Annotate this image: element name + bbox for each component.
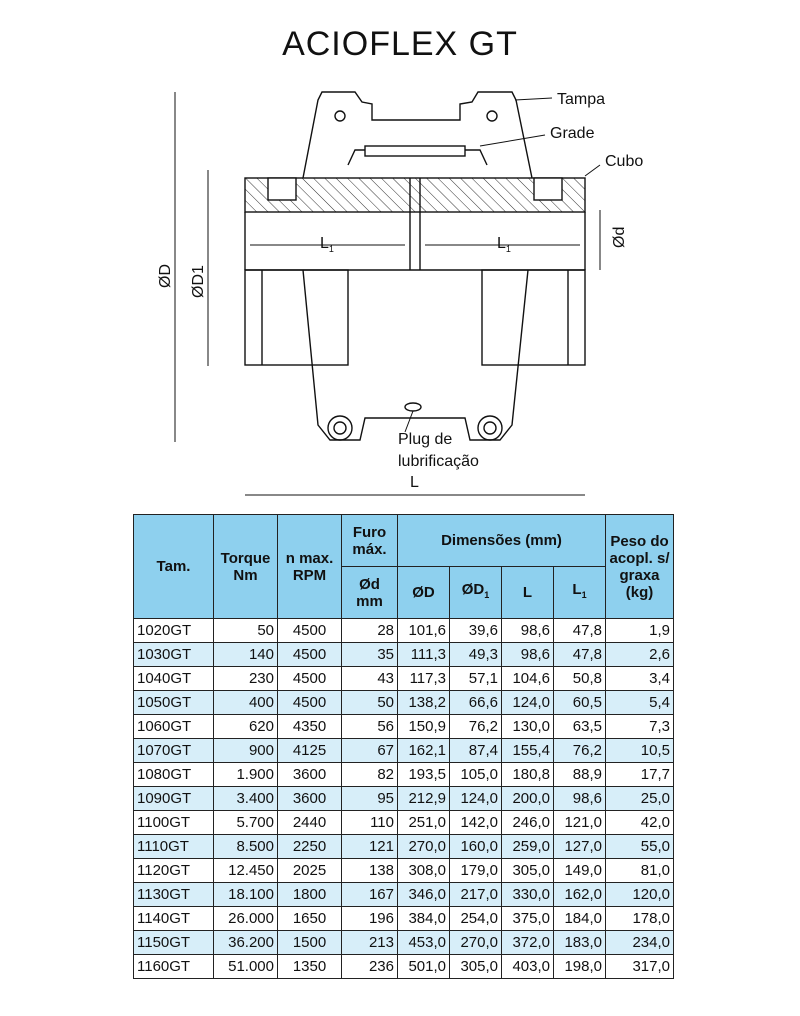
hub-left	[245, 270, 348, 365]
cell-L1: 47,8	[554, 643, 606, 667]
cell-L1: 183,0	[554, 931, 606, 955]
cell-furo: 121	[342, 835, 398, 859]
label-L1-left: $L_1$	[320, 235, 334, 254]
cell-torque: 8.500	[214, 835, 278, 859]
cell-torque: 5.700	[214, 811, 278, 835]
cell-L: 305,0	[502, 859, 554, 883]
cell-D: 453,0	[398, 931, 450, 955]
cell-peso: 5,4	[606, 691, 674, 715]
cell-peso: 178,0	[606, 907, 674, 931]
header-tam: Tam.	[134, 515, 214, 619]
cell-nmax: 4350	[278, 715, 342, 739]
label-D: ØD	[157, 264, 174, 288]
cell-L1: 88,9	[554, 763, 606, 787]
cell-torque: 51.000	[214, 955, 278, 979]
table-row	[134, 907, 674, 931]
cell-peso: 7,3	[606, 715, 674, 739]
cell-nmax: 4500	[278, 643, 342, 667]
cell-D: 384,0	[398, 907, 450, 931]
cell-nmax: 1500	[278, 931, 342, 955]
cell-L: 155,4	[502, 739, 554, 763]
grid-spring-inner	[365, 146, 465, 156]
cell-D1: 105,0	[450, 763, 502, 787]
cell-L: 98,6	[502, 619, 554, 643]
cell-tam: 1110GT	[134, 835, 214, 859]
cell-tam: 1120GT	[134, 859, 214, 883]
cell-D1: 76,2	[450, 715, 502, 739]
cell-peso: 55,0	[606, 835, 674, 859]
table-row	[134, 619, 674, 643]
cell-nmax: 1350	[278, 955, 342, 979]
cell-torque: 3.400	[214, 787, 278, 811]
table-row	[134, 715, 674, 739]
cell-tam: 1020GT	[134, 619, 214, 643]
cell-peso: 234,0	[606, 931, 674, 955]
cell-torque: 50	[214, 619, 278, 643]
table-row	[134, 931, 674, 955]
header-peso: Peso do acopl. s/ graxa (kg)	[606, 515, 674, 619]
cell-tam: 1040GT	[134, 667, 214, 691]
cell-D: 308,0	[398, 859, 450, 883]
cell-D1: 270,0	[450, 931, 502, 955]
label-L: L	[410, 474, 419, 491]
page-title: ACIOFLEX GT	[282, 24, 518, 63]
cell-L1: 76,2	[554, 739, 606, 763]
cell-peso: 1,9	[606, 619, 674, 643]
cell-torque: 26.000	[214, 907, 278, 931]
cell-peso: 42,0	[606, 811, 674, 835]
cell-D: 111,3	[398, 643, 450, 667]
cell-D1: 254,0	[450, 907, 502, 931]
cell-nmax: 4125	[278, 739, 342, 763]
cell-torque: 1.900	[214, 763, 278, 787]
cell-L1: 149,0	[554, 859, 606, 883]
cell-D1: 217,0	[450, 883, 502, 907]
cell-peso: 3,4	[606, 667, 674, 691]
cell-L1: 60,5	[554, 691, 606, 715]
table-row	[134, 739, 674, 763]
cell-furo: 28	[342, 619, 398, 643]
cell-L: 200,0	[502, 787, 554, 811]
cell-tam: 1130GT	[134, 883, 214, 907]
cell-tam: 1030GT	[134, 643, 214, 667]
cell-furo: 110	[342, 811, 398, 835]
cell-tam: 1090GT	[134, 787, 214, 811]
cell-peso: 2,6	[606, 643, 674, 667]
cell-D1: 87,4	[450, 739, 502, 763]
cover-bottom-outline	[303, 270, 528, 440]
cell-torque: 900	[214, 739, 278, 763]
cell-D: 270,0	[398, 835, 450, 859]
cell-nmax: 2250	[278, 835, 342, 859]
cell-torque: 12.450	[214, 859, 278, 883]
cell-peso: 317,0	[606, 955, 674, 979]
cell-nmax: 1650	[278, 907, 342, 931]
cell-tam: 1140GT	[134, 907, 214, 931]
cell-torque: 18.100	[214, 883, 278, 907]
cell-L1: 198,0	[554, 955, 606, 979]
cell-nmax: 1800	[278, 883, 342, 907]
cell-L1: 98,6	[554, 787, 606, 811]
cell-furo: 50	[342, 691, 398, 715]
cell-furo: 138	[342, 859, 398, 883]
table-body	[134, 619, 674, 979]
cell-D: 162,1	[398, 739, 450, 763]
cell-tam: 1070GT	[134, 739, 214, 763]
cell-furo: 236	[342, 955, 398, 979]
cell-torque: 140	[214, 643, 278, 667]
table-row	[134, 643, 674, 667]
table-row	[134, 787, 674, 811]
cell-L: 104,6	[502, 667, 554, 691]
table-row	[134, 883, 674, 907]
cell-D1: 57,1	[450, 667, 502, 691]
cell-D: 193,5	[398, 763, 450, 787]
cell-peso: 81,0	[606, 859, 674, 883]
cell-D: 501,0	[398, 955, 450, 979]
cell-D1: 142,0	[450, 811, 502, 835]
label-plug-line1: Plug de	[398, 431, 453, 448]
cell-furo: 67	[342, 739, 398, 763]
cell-nmax: 4500	[278, 619, 342, 643]
label-plug-line2: lubrificação	[398, 453, 479, 470]
cell-torque: 400	[214, 691, 278, 715]
cell-nmax: 4500	[278, 667, 342, 691]
specifications-table	[133, 514, 674, 979]
header-furo-unit: Ød mm	[342, 567, 398, 619]
cell-tam: 1160GT	[134, 955, 214, 979]
label-d: Ød	[611, 226, 628, 248]
cell-furo: 196	[342, 907, 398, 931]
cell-torque: 620	[214, 715, 278, 739]
cover-top-outline	[303, 92, 532, 178]
cell-L: 403,0	[502, 955, 554, 979]
cell-L1: 63,5	[554, 715, 606, 739]
cell-D: 150,9	[398, 715, 450, 739]
label-tampa: Tampa	[557, 91, 606, 108]
cell-L: 124,0	[502, 691, 554, 715]
cell-peso: 10,5	[606, 739, 674, 763]
cell-furo: 82	[342, 763, 398, 787]
cell-L: 372,0	[502, 931, 554, 955]
cell-peso: 120,0	[606, 883, 674, 907]
coupling-technical-drawing	[0, 80, 800, 510]
cell-L1: 121,0	[554, 811, 606, 835]
cell-furo: 95	[342, 787, 398, 811]
cell-nmax: 2025	[278, 859, 342, 883]
label-cubo: Cubo	[605, 153, 644, 170]
cell-L: 180,8	[502, 763, 554, 787]
table-row	[134, 835, 674, 859]
cell-furo: 213	[342, 931, 398, 955]
cell-torque: 230	[214, 667, 278, 691]
cell-peso: 17,7	[606, 763, 674, 787]
cell-furo: 35	[342, 643, 398, 667]
label-grade: Grade	[550, 125, 595, 142]
cell-tam: 1100GT	[134, 811, 214, 835]
cell-L1: 162,0	[554, 883, 606, 907]
table-row	[134, 691, 674, 715]
cell-nmax: 2440	[278, 811, 342, 835]
label-D1: ØD1	[190, 265, 207, 298]
cell-D: 251,0	[398, 811, 450, 835]
cell-D1: 305,0	[450, 955, 502, 979]
table-row	[134, 811, 674, 835]
cell-furo: 43	[342, 667, 398, 691]
cover-hole-right	[487, 111, 497, 121]
cell-D: 346,0	[398, 883, 450, 907]
hub-right	[482, 270, 585, 365]
cell-D1: 160,0	[450, 835, 502, 859]
cell-L1: 184,0	[554, 907, 606, 931]
cell-tam: 1050GT	[134, 691, 214, 715]
header-dimensoes: Dimensões (mm)	[398, 515, 606, 567]
lubrication-plug	[405, 403, 421, 411]
cell-D1: 39,6	[450, 619, 502, 643]
bolt-left	[328, 416, 352, 440]
cell-L: 246,0	[502, 811, 554, 835]
header-L: L	[502, 567, 554, 619]
cell-L: 259,0	[502, 835, 554, 859]
cell-D1: 49,3	[450, 643, 502, 667]
cell-tam: 1080GT	[134, 763, 214, 787]
cell-D1: 66,6	[450, 691, 502, 715]
label-L1-right: $L_1$	[497, 235, 511, 254]
cell-nmax: 3600	[278, 763, 342, 787]
cell-L: 375,0	[502, 907, 554, 931]
cell-D1: 124,0	[450, 787, 502, 811]
header-nmax: n max. RPM	[278, 515, 342, 619]
cover-hole-left	[335, 111, 345, 121]
cell-L: 98,6	[502, 643, 554, 667]
cell-D: 101,6	[398, 619, 450, 643]
cell-nmax: 4500	[278, 691, 342, 715]
table-row	[134, 859, 674, 883]
cell-tam: 1150GT	[134, 931, 214, 955]
cell-D: 138,2	[398, 691, 450, 715]
cell-D1: 179,0	[450, 859, 502, 883]
header-torque: Torque Nm	[214, 515, 278, 619]
bolt-right	[478, 416, 502, 440]
header-D1: $ØD_1$	[450, 567, 502, 619]
cell-tam: 1060GT	[134, 715, 214, 739]
cell-L1: 127,0	[554, 835, 606, 859]
table-row	[134, 955, 674, 979]
cell-D: 117,3	[398, 667, 450, 691]
cell-furo: 56	[342, 715, 398, 739]
cell-D: 212,9	[398, 787, 450, 811]
table-row	[134, 667, 674, 691]
cell-L1: 50,8	[554, 667, 606, 691]
header-L1: $L_1$	[554, 567, 606, 619]
cell-L: 330,0	[502, 883, 554, 907]
cell-nmax: 3600	[278, 787, 342, 811]
cell-L1: 47,8	[554, 619, 606, 643]
cell-L: 130,0	[502, 715, 554, 739]
header-D: ØD	[398, 567, 450, 619]
header-furo: Furo máx.	[342, 515, 398, 567]
table-row	[134, 763, 674, 787]
cell-peso: 25,0	[606, 787, 674, 811]
cell-torque: 36.200	[214, 931, 278, 955]
cell-furo: 167	[342, 883, 398, 907]
